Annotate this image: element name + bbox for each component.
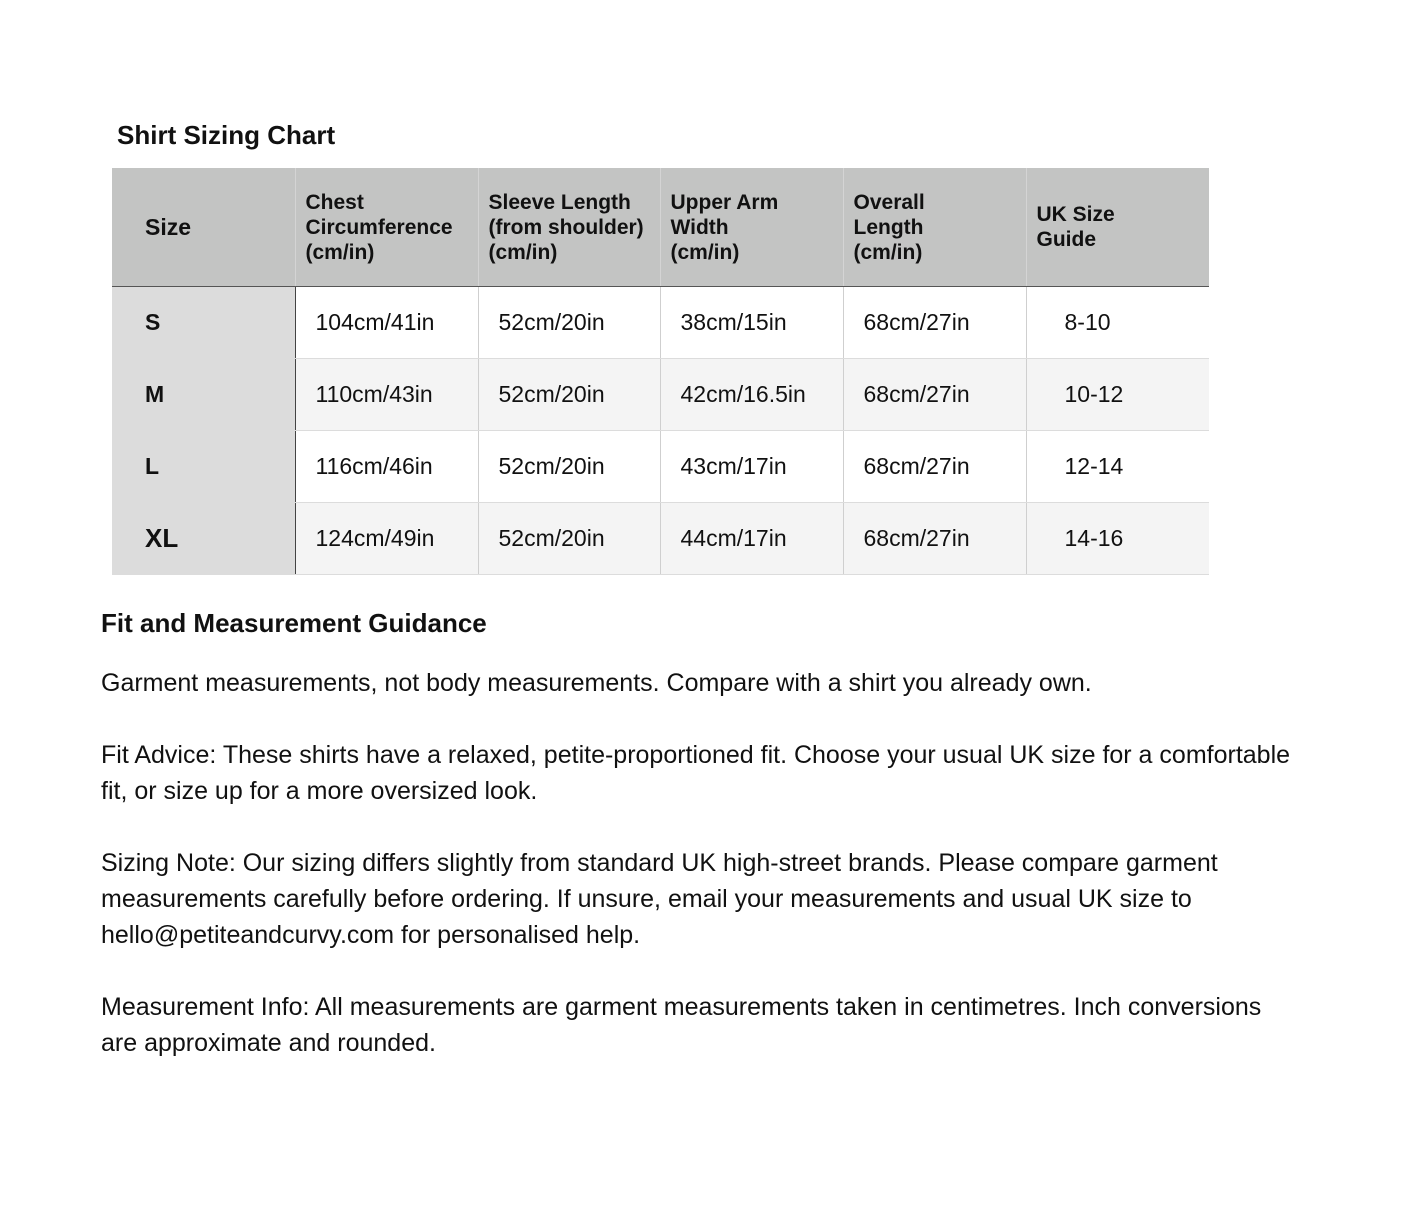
header-sleeve-length: Sleeve Length (from shoulder) (cm/in) bbox=[478, 168, 660, 287]
size-label: L bbox=[112, 431, 295, 503]
header-upper-arm-width: Upper Arm Width (cm/in) bbox=[660, 168, 843, 287]
sizing-note-paragraph: Sizing Note: Our sizing differs slightly from standard UK high-street brands. Please compare garment measurements carefully before ordering. If unsure, email your measurements and usual UK size to hello@petiteandcurvy.com for personalised help. bbox=[101, 849, 1218, 949]
size-label: S bbox=[112, 287, 295, 359]
chest-value: 124cm/49in bbox=[295, 503, 478, 575]
chest-value: 110cm/43in bbox=[295, 359, 478, 431]
table-row bbox=[112, 359, 1209, 431]
uk-size-value: 10-12 bbox=[1026, 359, 1209, 431]
header-overall-length: Overall Length (cm/in) bbox=[843, 168, 1026, 287]
length-value: 68cm/27in bbox=[843, 503, 1026, 575]
length-value: 68cm/27in bbox=[843, 287, 1026, 359]
upper-arm-value: 43cm/17in bbox=[660, 431, 843, 503]
table-header-row bbox=[112, 168, 1209, 287]
measurement-info-paragraph: Measurement Info: All measurements are garment measurements taken in centimetres. Inch conversions are approximate and rounded. bbox=[101, 993, 1262, 1057]
size-label: M bbox=[112, 359, 295, 431]
sleeve-value: 52cm/20in bbox=[478, 359, 660, 431]
chart-title: Shirt Sizing Chart bbox=[117, 120, 336, 150]
table-row bbox=[112, 503, 1209, 575]
chest-value: 116cm/46in bbox=[295, 431, 478, 503]
upper-arm-value: 38cm/15in bbox=[660, 287, 843, 359]
length-value: 68cm/27in bbox=[843, 431, 1026, 503]
uk-size-value: 14-16 bbox=[1026, 503, 1209, 575]
length-value: 68cm/27in bbox=[843, 359, 1026, 431]
uk-size-value: 8-10 bbox=[1026, 287, 1209, 359]
table-row bbox=[112, 431, 1209, 503]
sleeve-value: 52cm/20in bbox=[478, 431, 660, 503]
header-uk-size-guide: UK Size Guide bbox=[1026, 168, 1209, 287]
chest-value: 104cm/41in bbox=[295, 287, 478, 359]
guidance-title: Fit and Measurement Guidance bbox=[101, 608, 487, 638]
upper-arm-value: 42cm/16.5in bbox=[660, 359, 843, 431]
header-chest-circumference: Chest Circumference (cm/in) bbox=[295, 168, 478, 287]
header-size: Size bbox=[112, 168, 295, 287]
table-row bbox=[112, 287, 1209, 359]
size-chart-table bbox=[112, 168, 1209, 575]
fit-guidance-section bbox=[101, 608, 1301, 1097]
sleeve-value: 52cm/20in bbox=[478, 287, 660, 359]
upper-arm-value: 44cm/17in bbox=[660, 503, 843, 575]
fit-advice-paragraph: Fit Advice: These shirts have a relaxed, petite-proportioned fit. Choose your usual UK size for a comfortable fit, or size up for a more oversized look. bbox=[101, 741, 1291, 805]
sleeve-value: 52cm/20in bbox=[478, 503, 660, 575]
guidance-paragraph: Garment measurements, not body measurements. Compare with a shirt you already own. bbox=[101, 669, 1092, 697]
uk-size-value: 12-14 bbox=[1026, 431, 1209, 503]
size-label: XL bbox=[112, 503, 295, 575]
